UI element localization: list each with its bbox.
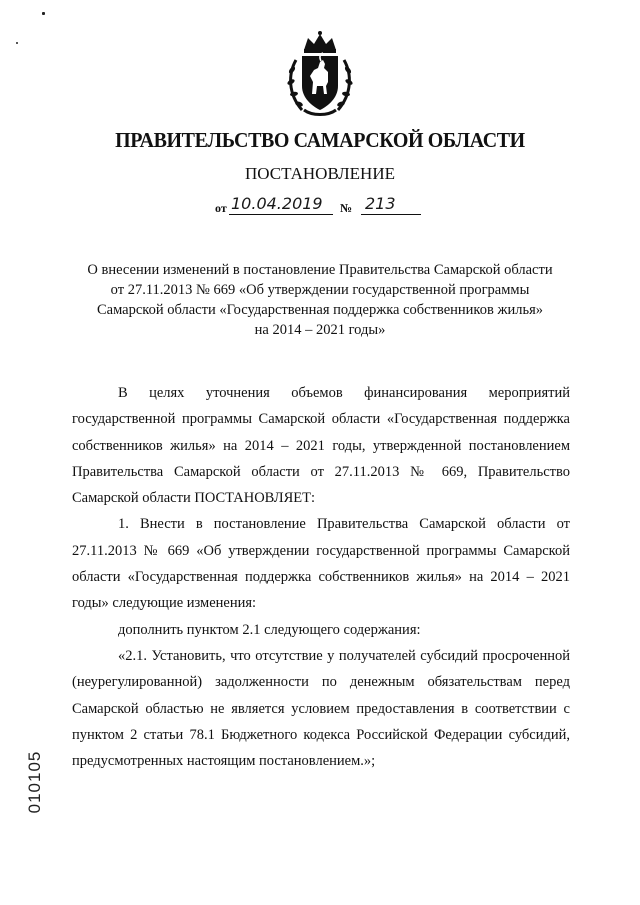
subject-line: от 27.11.2013 № 669 «Об утверждении государственной программы [110,282,530,298]
scan-speck [16,42,18,44]
clause-1-paragraph: 1. Внести в постановление Правительства Самарской области от 27.11.2013 № 669 «Об утверждении государственной программы Самарской области «Государственная поддержка собственников жилья» на 2014 – 2021 годы» следующие изменения: [72,516,570,612]
handwritten-date: 10.04.2019 [231,194,323,213]
number-underline [361,214,421,215]
subject-line: О внесении изменений в постановление Правительства Самарской области [87,262,553,278]
date-prefix: от [215,201,227,215]
document-body [72,380,570,774]
organization-name: ПРАВИТЕЛЬСТВО САМАРСКОЙ ОБЛАСТИ [115,128,525,152]
subject-line: Самарской области «Государственная поддержка собственников жилья» [96,302,543,318]
date-underline [229,214,333,215]
date-number-line [215,194,435,218]
handwritten-number: 213 [365,194,396,213]
scan-speck [42,12,45,15]
document-subject [70,260,570,340]
subject-line: на 2014 – 2021 годы» [254,322,386,338]
samara-coat-of-arms-icon [282,30,358,118]
document-type: ПОСТАНОВЛЕНИЕ [244,164,395,183]
preamble-paragraph: В целях уточнения объемов финансирования мероприятий государственной программы Самарской области «Государственная поддержка собственников жилья» на 2014 – 2021 годы, утвержденной постановлением Правительства Самарской области от 27.11.2013 № 669, Правительство Самарской области ПОСТАНОВЛЯЕТ: [72,385,570,507]
margin-stamp [20,742,50,822]
margin-stamp-number: 010105 [25,750,44,814]
number-prefix: № [340,201,353,215]
amendment-intro-paragraph: дополнить пунктом 2.1 следующего содержания: [118,621,421,638]
clause-2-1-paragraph: «2.1. Установить, что отсутствие у получателей субсидий просроченной (неурегулированной) задолженности по денежным обязательствам перед Самарской областью не является условием предоставления в соответствии с пунктом 2 статьи 78.1 Бюджетного кодекса Российской Федерации субсидий, предусмотренных настоящим постановлением.»; [72,647,570,770]
